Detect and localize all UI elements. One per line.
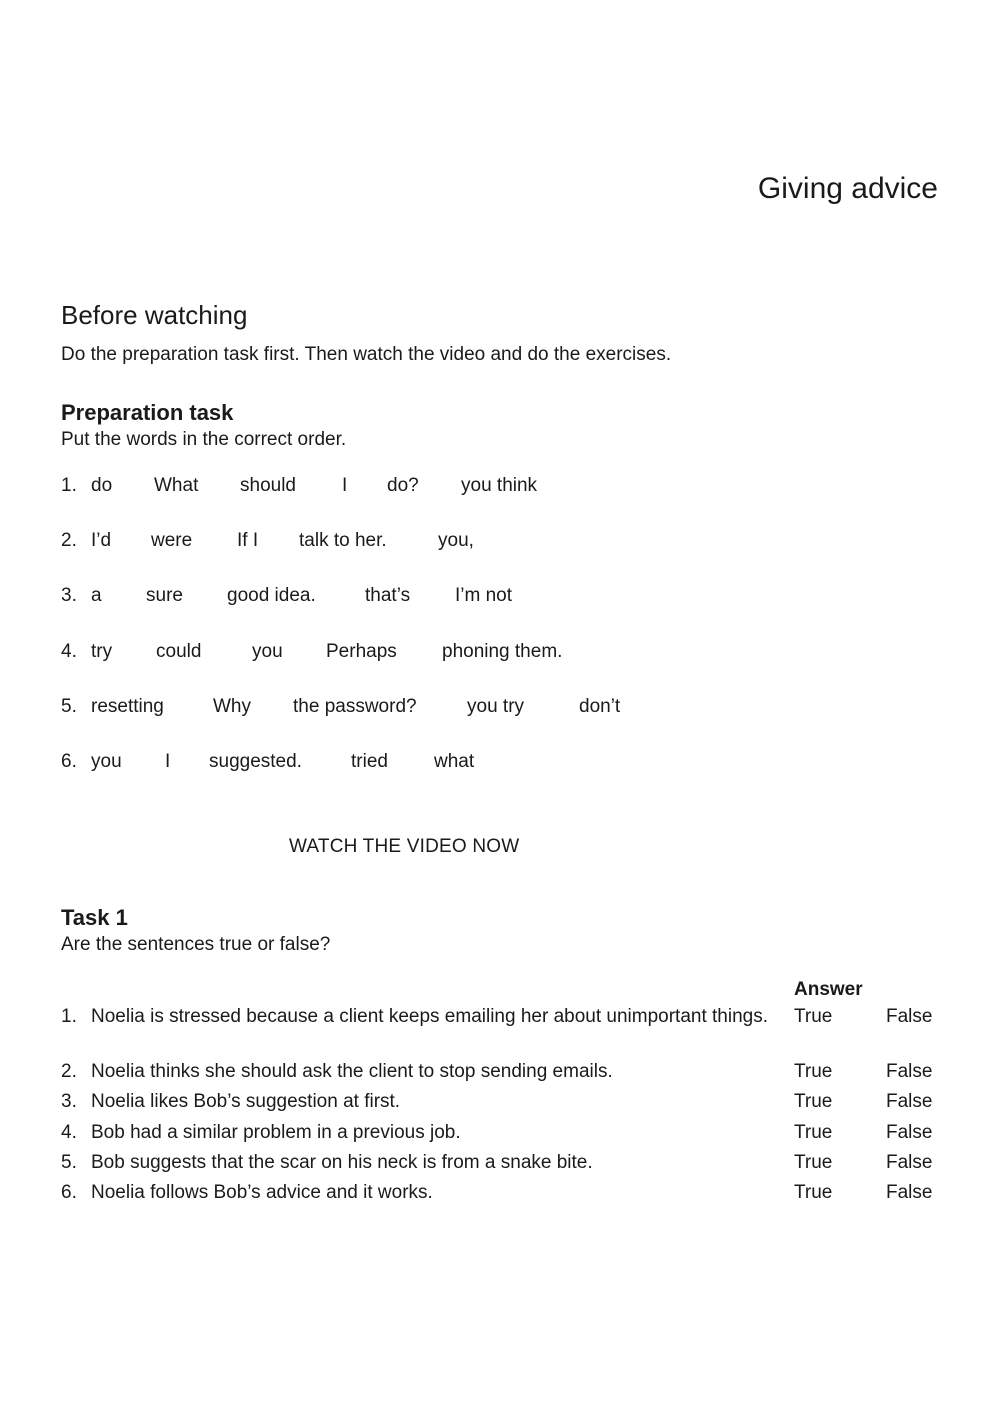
- task1-instruction: Are the sentences true or false?: [61, 934, 331, 955]
- word-chip: I: [342, 475, 348, 496]
- word-chip: the password?: [293, 696, 417, 717]
- word-chip: you think: [461, 475, 538, 496]
- prep-item-number: 3.: [61, 585, 77, 606]
- prep-item-number: 2.: [61, 530, 77, 551]
- word-chip: what: [434, 751, 475, 772]
- word-chip: good idea.: [227, 585, 316, 606]
- false-option[interactable]: False: [886, 1122, 933, 1143]
- word-chip: Perhaps: [326, 641, 397, 662]
- word-chip: you: [91, 751, 122, 772]
- false-option[interactable]: False: [886, 1091, 933, 1112]
- word-chip: a: [91, 585, 102, 606]
- word-chip: I’d: [91, 530, 112, 551]
- tf-statement: Noelia likes Bob’s suggestion at first.: [91, 1091, 401, 1112]
- false-option[interactable]: False: [886, 1061, 933, 1082]
- tf-statement: Bob had a similar problem in a previous job.: [91, 1122, 461, 1143]
- word-chip: suggested.: [209, 751, 302, 772]
- tf-number: 4.: [61, 1122, 77, 1143]
- true-option[interactable]: True: [794, 1122, 833, 1143]
- answer-column-header: Answer: [794, 979, 863, 1000]
- word-chip: could: [156, 641, 202, 662]
- true-option[interactable]: True: [794, 1152, 833, 1173]
- word-chip: do: [91, 475, 113, 496]
- true-option[interactable]: True: [794, 1006, 833, 1027]
- word-chip: you,: [438, 530, 474, 551]
- tf-number: 2.: [61, 1061, 77, 1082]
- true-option[interactable]: True: [794, 1061, 833, 1082]
- false-option[interactable]: False: [886, 1152, 933, 1173]
- word-chip: If I: [237, 530, 259, 551]
- word-chip: I: [165, 751, 171, 772]
- true-option[interactable]: True: [794, 1182, 833, 1203]
- preparation-task-heading: Preparation task: [61, 400, 234, 425]
- task1-heading: Task 1: [61, 905, 128, 930]
- watch-video-label: WATCH THE VIDEO NOW: [289, 836, 520, 857]
- word-chip: try: [91, 641, 113, 662]
- tf-number: 5.: [61, 1152, 77, 1173]
- word-chip: do?: [387, 475, 419, 496]
- word-chip: sure: [146, 585, 183, 606]
- tf-number: 6.: [61, 1182, 77, 1203]
- tf-statement: Bob suggests that the scar on his neck is from a snake bite.: [91, 1152, 593, 1173]
- tf-number: 1.: [61, 1006, 77, 1027]
- word-chip: Why: [213, 696, 251, 717]
- word-chip: were: [151, 530, 193, 551]
- false-option[interactable]: False: [886, 1182, 933, 1203]
- before-watching-heading: Before watching: [61, 300, 248, 330]
- word-chip: phoning them.: [442, 641, 563, 662]
- tf-number: 3.: [61, 1091, 77, 1112]
- prep-item-number: 6.: [61, 751, 77, 772]
- word-chip: tried: [351, 751, 388, 772]
- true-option[interactable]: True: [794, 1091, 833, 1112]
- before-watching-intro: Do the preparation task first. Then watch the video and do the exercises.: [61, 344, 672, 365]
- word-chip: should: [240, 475, 296, 496]
- prep-item-number: 4.: [61, 641, 77, 662]
- page-title: Giving advice: [757, 172, 938, 205]
- tf-statement: Noelia is stressed because a client keeps emailing her about unimportant things.: [91, 1006, 768, 1027]
- tf-statement: Noelia follows Bob’s advice and it works.: [91, 1182, 433, 1203]
- prep-item-number: 1.: [61, 475, 77, 496]
- word-chip: that’s: [365, 585, 411, 606]
- word-chip: What: [154, 475, 199, 496]
- word-chip: I’m not: [455, 585, 513, 606]
- tf-statement: Noelia thinks she should ask the client to stop sending emails.: [91, 1061, 613, 1082]
- prep-item-number: 5.: [61, 696, 77, 717]
- word-chip: you: [252, 641, 283, 662]
- preparation-task-instruction: Put the words in the correct order.: [61, 429, 347, 450]
- word-chip: don’t: [579, 696, 621, 717]
- false-option[interactable]: False: [886, 1006, 933, 1027]
- word-chip: you try: [467, 696, 525, 717]
- word-chip: resetting: [91, 696, 164, 717]
- word-chip: talk to her.: [299, 530, 387, 551]
